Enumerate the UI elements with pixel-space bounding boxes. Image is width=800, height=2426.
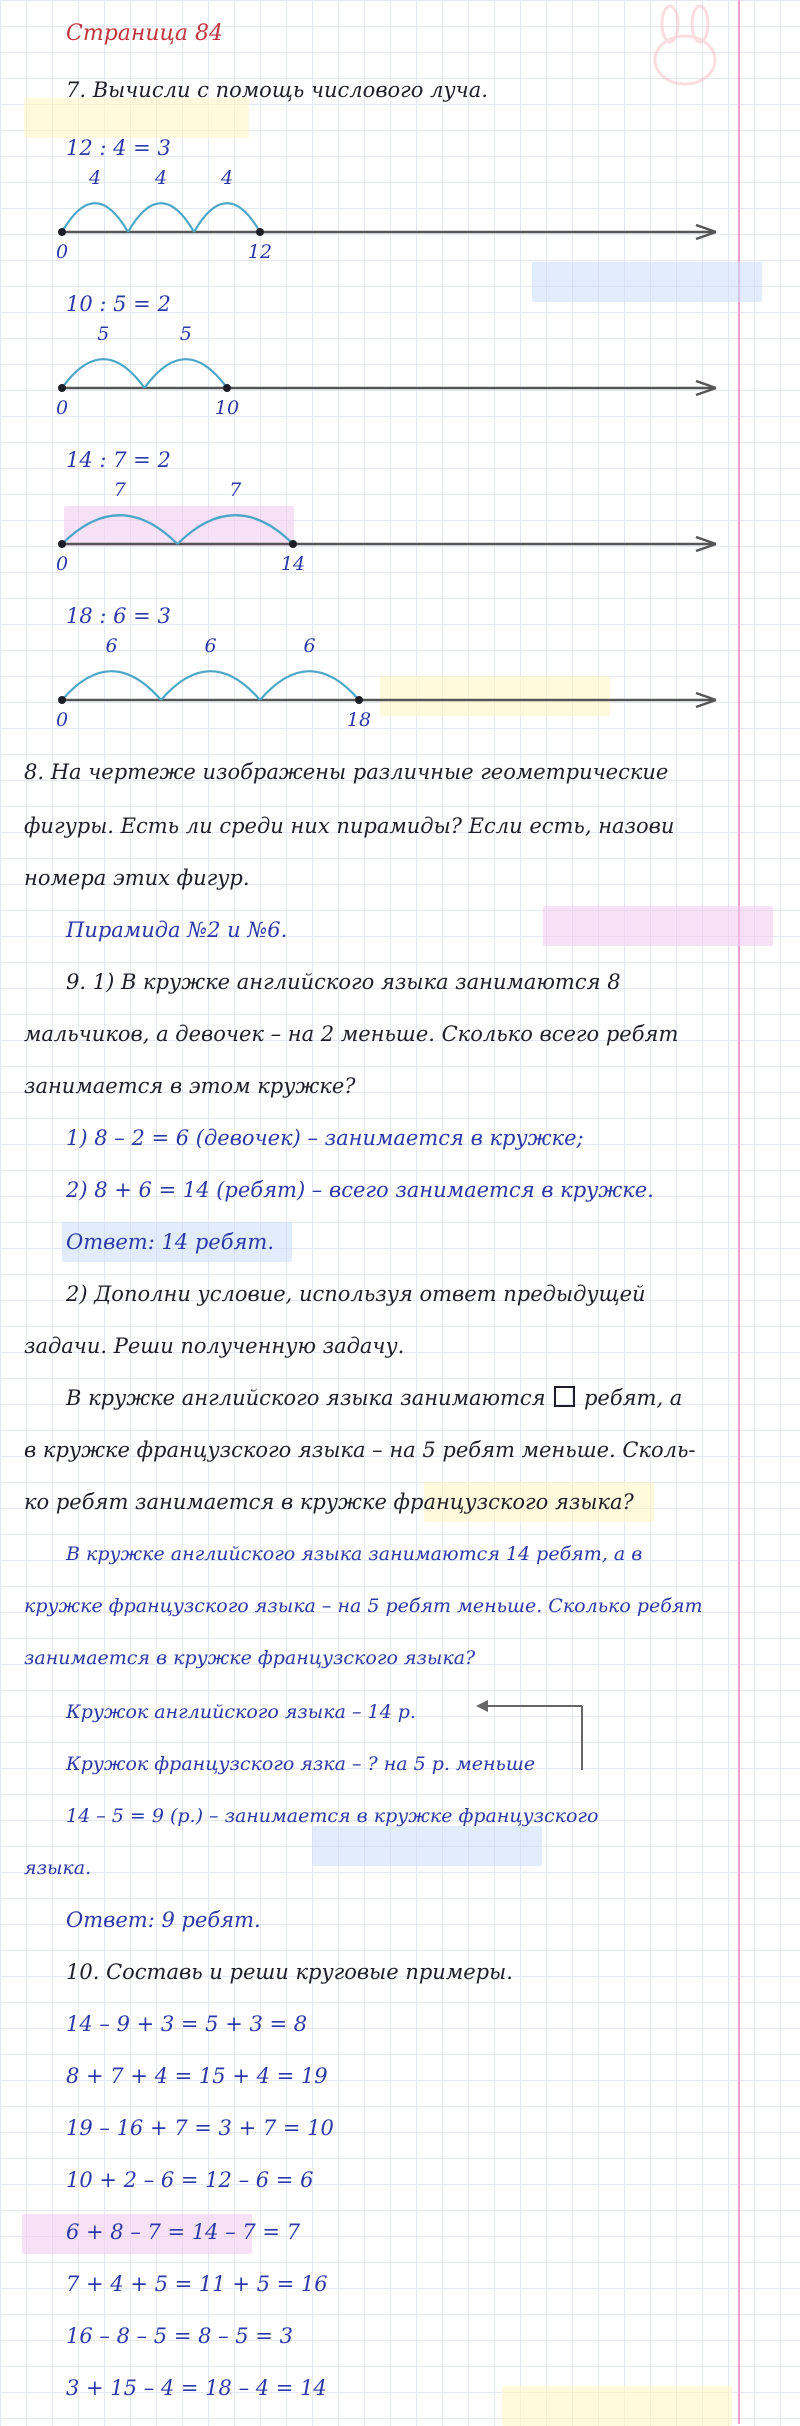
ex10-example: 16 – 8 – 5 = 8 – 5 = 3: [66, 2324, 293, 2348]
start-label: 0: [55, 709, 69, 731]
ex9-text-line: занимается в этом кружке?: [24, 1074, 356, 1098]
condition-text-end: ребят, а: [583, 1386, 683, 1410]
ex10-title: 10. Составь и реши круговые примеры.: [66, 1960, 513, 1984]
bunny-logo-icon: [640, 4, 730, 90]
jump-arc: [62, 359, 145, 388]
number-line: [0, 167, 800, 270]
ex10-example: 14 – 9 + 3 = 5 + 3 = 8: [66, 2012, 308, 2036]
start-label: 0: [55, 397, 69, 419]
ex10-example: 19 – 16 + 7 = 3 + 7 = 10: [66, 2116, 334, 2140]
ex9-solution-step: 1) 8 – 2 = 6 (девочек) – занимается в кружке;: [66, 1126, 584, 1150]
end-label: 18: [346, 709, 372, 731]
jump-label: 5: [97, 323, 110, 345]
jump-arc: [128, 203, 194, 232]
start-label: 0: [55, 241, 69, 263]
ex9-solution-step: 14 – 5 = 9 (р.) – занимается в кружке французского: [66, 1805, 599, 1827]
ex9-text-line: мальчиков, а девочек – на 2 меньше. Сколько всего ребят: [24, 1022, 679, 1046]
jump-arc: [178, 515, 294, 544]
ex9-filled-condition: занимается в кружке французского языка?: [24, 1647, 476, 1669]
ex10-example: 3 + 15 – 4 = 18 – 4 = 14: [66, 2376, 327, 2400]
ex9-condition-line: [66, 1384, 682, 1412]
jump-arc: [62, 515, 178, 544]
jump-arc: [194, 203, 260, 232]
end-dot: [289, 540, 297, 548]
jump-label: 4: [88, 167, 102, 189]
ex9-solution-step: 2) 8 + 6 = 14 (ребят) – всего занимается в кружке.: [66, 1178, 654, 1202]
bracket-arrow-icon: [470, 1700, 590, 1780]
jump-label: 4: [220, 167, 234, 189]
jump-label: 6: [303, 635, 316, 657]
number-line: [0, 323, 800, 426]
ex9-answer: Ответ: 9 ребят.: [66, 1908, 261, 1932]
end-label: 10: [214, 397, 240, 419]
jump-arc: [161, 671, 260, 700]
end-dot: [223, 384, 231, 392]
ex8-answer: Пирамида №2 и №6.: [66, 918, 288, 942]
ex8-text-line: фигуры. Есть ли среди них пирамиды? Если есть, назови: [24, 814, 675, 838]
ex9-short-condition: Кружок французского язка – ? на 5 р. меньше: [66, 1753, 536, 1775]
ex9-condition-line: ко ребят занимается в кружке французского языка?: [24, 1490, 634, 1514]
ex10-example: 8 + 7 + 4 = 15 + 4 = 19: [66, 2064, 328, 2088]
ex9-text-line: задачи. Реши полученную задачу.: [24, 1334, 405, 1358]
end-dot: [256, 228, 264, 236]
end-dot: [355, 696, 363, 704]
end-label: 14: [280, 553, 306, 575]
jump-arc: [62, 203, 128, 232]
ex7-expression: 14 : 7 = 2: [66, 448, 171, 472]
watermark-block: [312, 1826, 542, 1866]
watermark-block: [24, 98, 249, 138]
start-dot: [58, 228, 66, 236]
ex9-condition-line: в кружке французского языка – на 5 ребят меньше. Сколь-: [24, 1438, 696, 1462]
jump-arc: [145, 359, 228, 388]
ex9-text-line: 2) Дополни условие, используя ответ предыдущей: [66, 1282, 646, 1306]
jump-label: 4: [154, 167, 168, 189]
jump-label: 7: [113, 479, 126, 501]
empty-box-icon: [554, 1386, 575, 1407]
start-dot: [58, 384, 66, 392]
start-label: 0: [55, 553, 69, 575]
ex8-text-line: номера этих фигур.: [24, 866, 250, 890]
page-header: Страница 84: [66, 21, 224, 46]
number-line: [0, 635, 800, 738]
ex9-answer: Ответ: 14 ребят.: [66, 1230, 275, 1254]
ex8-text-line: 8. На чертеже изображены различные геометрические: [24, 760, 669, 784]
jump-label: 7: [229, 479, 242, 501]
end-label: 12: [247, 241, 273, 263]
number-line: [0, 479, 800, 582]
ex10-example: 7 + 4 + 5 = 11 + 5 = 16: [66, 2272, 328, 2296]
ex7-title: 7. Вычисли с помощь числового луча.: [66, 78, 488, 102]
ex10-example: 10 + 2 – 6 = 12 – 6 = 6: [66, 2168, 314, 2192]
start-dot: [58, 540, 66, 548]
ex7-expression: 10 : 5 = 2: [66, 292, 171, 316]
start-dot: [58, 696, 66, 704]
condition-text-start: В кружке английского языка занимаются: [66, 1386, 546, 1410]
watermark-block: [502, 2386, 732, 2426]
ex9-solution-step: языка.: [24, 1857, 92, 1879]
ex7-expression: 12 : 4 = 3: [66, 136, 171, 160]
ex10-example: 6 + 8 – 7 = 14 – 7 = 7: [66, 2220, 301, 2244]
ex9-short-condition: Кружок английского языка – 14 р.: [66, 1701, 416, 1723]
watermark-block: [543, 906, 773, 946]
ex9-text-line: 9. 1) В кружке английского языка занимаются 8: [66, 970, 621, 994]
ex7-expression: 18 : 6 = 3: [66, 604, 171, 628]
jump-arc: [260, 671, 359, 700]
ex9-filled-condition: кружке французского языка – на 5 ребят меньше. Сколько ребят: [24, 1595, 703, 1617]
ex9-filled-condition: В кружке английского языка занимаются 14 ребят, а в: [66, 1543, 643, 1565]
jump-label: 6: [105, 635, 118, 657]
jump-arc: [62, 671, 161, 700]
jump-label: 6: [204, 635, 217, 657]
jump-label: 5: [179, 323, 192, 345]
